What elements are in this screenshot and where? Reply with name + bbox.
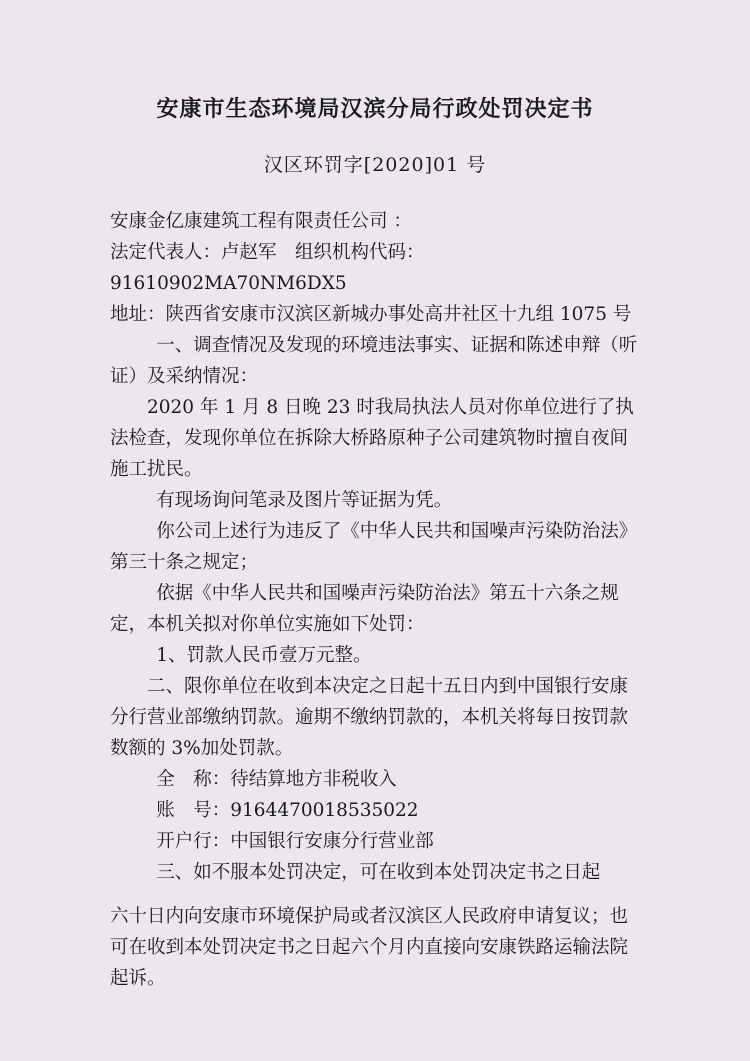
party-name: 安康金亿康建筑工程有限责任公司 ：: [110, 211, 412, 232]
account-name: 全 称：待结算地方非税收入: [156, 769, 397, 790]
account-number: 账 号：9164470018535022: [156, 800, 419, 821]
section3-text-start: 三、如不服本处罚决定，可在收到本处罚决定书之日起: [156, 862, 601, 883]
section1-violation: 你公司上述行为违反了《中华人民共和国噪声污染防治法》第三十条之规定；: [110, 521, 638, 573]
section1-heading: 一、调查情况及发现的环境违法事实、证据和陈述申辩（听证）及采纳情况：: [110, 335, 638, 387]
page-break-gap: [110, 888, 640, 901]
document-body: [110, 206, 640, 994]
section1-basis: 依据《中华人民共和国噪声污染防治法》第五十六条之规定，本机关拟对你单位实施如下处罚：: [110, 583, 619, 635]
document-number: 汉区环罚字[2020]01 号: [263, 154, 487, 176]
bank-name: 开户行：中国银行安康分行营业部: [156, 831, 434, 852]
party-address: 地址：陕西省安康市汉滨区新城办事处高井社区十九组 1075 号: [110, 304, 632, 325]
party-rep-and-code: 法定代表人：卢赵军 组织机构代码：91610902MA70NM6DX5: [110, 242, 425, 294]
section3-text-cont: 六十日内向安康市环境保护局或者汉滨区人民政府申请复议；也可在收到本处罚决定书之日起六个月内直接向安康铁路运输法院起诉。: [110, 906, 629, 989]
document-title: 安康市生态环境局汉滨分局行政处罚决定书: [156, 97, 594, 122]
section1-evidence: 有现场询问笔录及图片等证据为凭。: [156, 490, 453, 511]
section1-facts: 2020 年 1 月 8 日晚 23 时我局执法人员对你单位进行了执法检查，发现你单位在拆除大桥路原种子公司建筑物时擅自夜间施工扰民。: [110, 397, 634, 480]
section1-penalty: 1、罚款人民币壹万元整。: [156, 645, 372, 666]
section2-text: 二、限你单位在收到本决定之日起十五日内到中国银行安康分行营业部缴纳罚款。逾期不缴纳罚款的，本机关将每日按罚款数额的 3%加处罚款。: [110, 676, 629, 759]
